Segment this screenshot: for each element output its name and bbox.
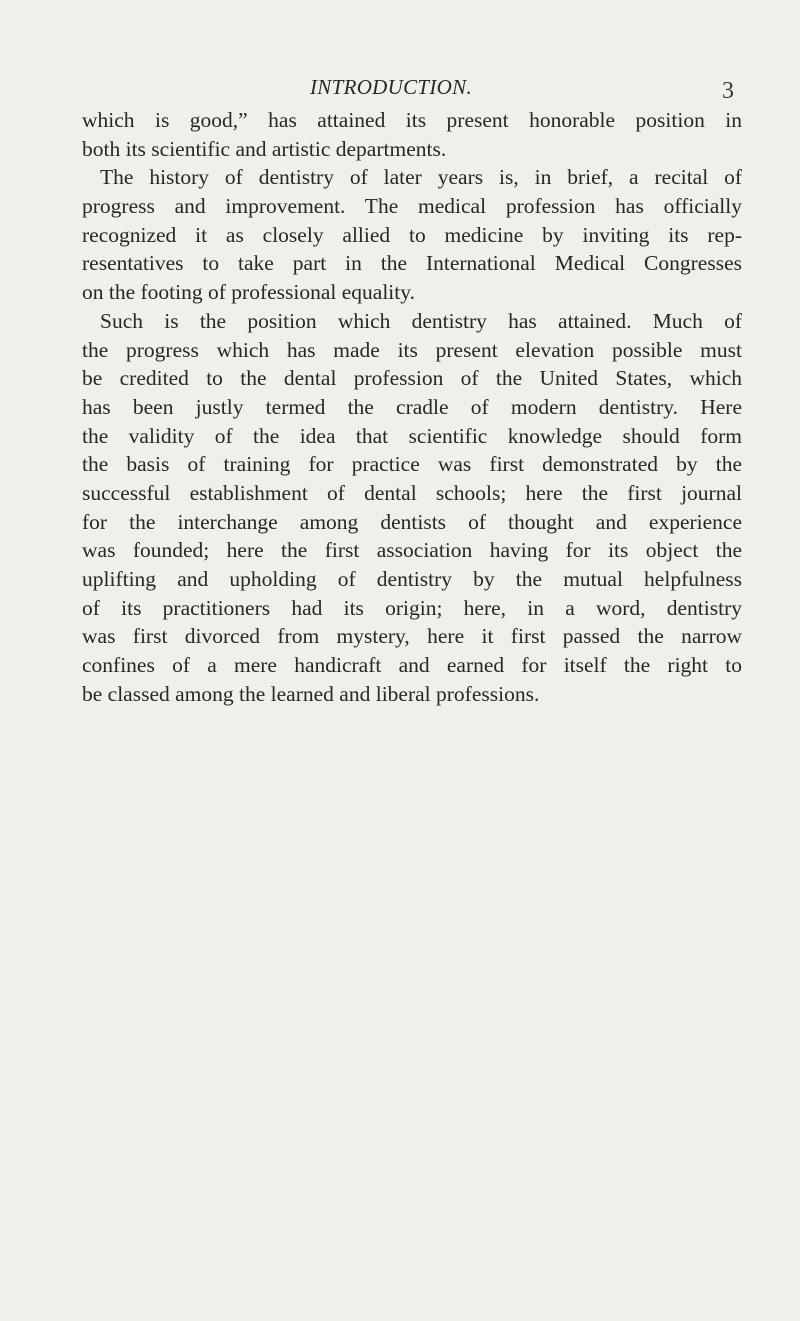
text-line: was first divorced from mystery, here it first passed the narrow [82, 624, 742, 649]
text-line: the validity of the idea that scientific knowledge should form [82, 423, 742, 448]
text-line: for the interchange among dentists of thought and experience [82, 509, 742, 534]
text-line: uplifting and upholding of dentistry by the mutual helpfulness [82, 567, 742, 591]
text-line: both its scientific and artistic departments. [82, 136, 447, 161]
body-text [82, 106, 742, 708]
text-line: the basis of training for practice was first demonstrated by the [82, 452, 742, 477]
text-line: Such is the position which dentistry has attained. Much of [100, 308, 742, 333]
text-line: recognized it as closely allied to medicine by inviting its rep- [82, 222, 742, 247]
text-line: resentatives to take part in the International Medical Congresses [82, 251, 742, 276]
text-line: of its practitioners had its origin; here, in a word, dentistry [82, 595, 742, 620]
page-number: 3 [722, 78, 734, 104]
running-title: INTRODUCTION. [310, 75, 473, 99]
text-line: the progress which has made its present elevation possible must [82, 337, 742, 362]
text-line: be classed among the learned and liberal professions. [82, 681, 540, 706]
text-line: progress and improvement. The medical profession has officially [82, 194, 742, 219]
running-head [0, 72, 800, 102]
text-line: was founded; here the first association having for its object the [82, 538, 742, 563]
text-line: which is good,” has attained its present honorable position in [82, 108, 742, 132]
text-line: has been justly termed the cradle of modern dentistry. Here [82, 394, 742, 419]
text-line: The history of dentistry of later years is, in brief, a recital of [100, 165, 742, 190]
text-line: on the footing of professional equality. [82, 280, 415, 305]
text-line: be credited to the dental profession of the United States, which [82, 366, 742, 391]
text-line: successful establishment of dental schools; here the first journal [82, 480, 742, 505]
text-line: confines of a mere handicraft and earned for itself the right to [82, 653, 742, 678]
